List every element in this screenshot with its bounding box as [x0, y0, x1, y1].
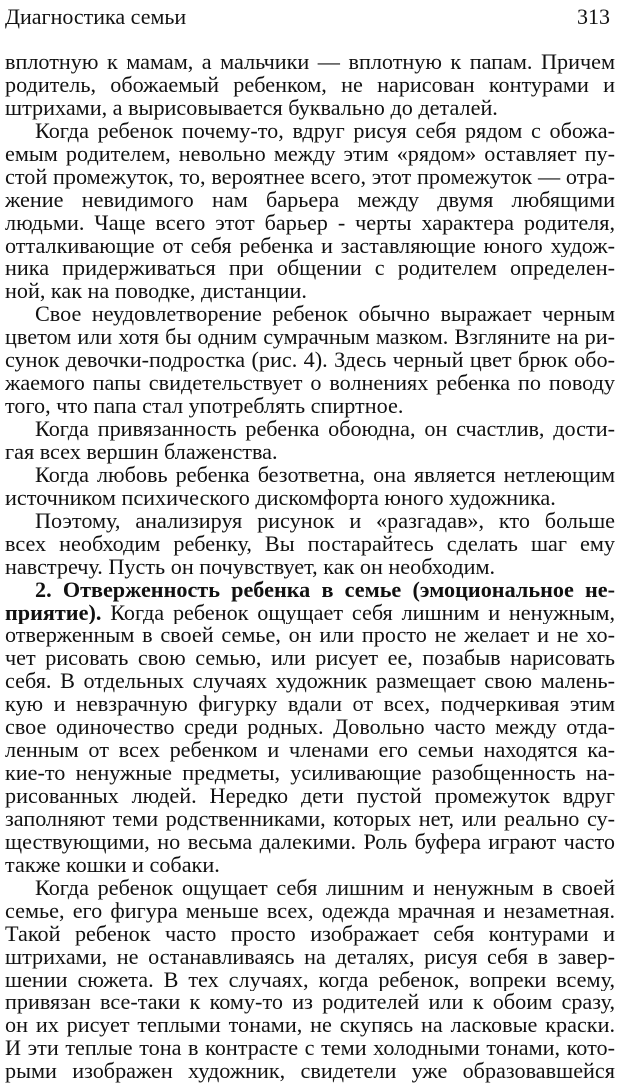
text-line	[5, 487, 615, 510]
line-text: свое одиночество среди родных. Довольно часто между отда-	[5, 716, 615, 740]
text-line	[5, 510, 615, 533]
line-text: семье, его фигура меньше всех, одежда мрачная и незаметная.	[5, 899, 615, 923]
text-line	[5, 923, 615, 946]
line-text: штрихами, а вырисовывается буквально до деталей.	[5, 96, 498, 120]
line-text: Когда ребенок ощущает себя лишним и ненужным,	[101, 601, 615, 625]
text-line	[5, 556, 615, 579]
section-heading-text: 2. Отверженность ребенка в семье (эмоциональное не-	[35, 578, 615, 602]
text-line	[5, 235, 615, 258]
line-text: Поэтому, анализируя рисунок и «разгадав», кто больше	[35, 509, 615, 533]
line-text: ленным от всех ребенком и членами его семьи находятся ка-	[5, 739, 615, 763]
text-line	[5, 74, 615, 97]
text-line	[5, 441, 615, 464]
running-header	[5, 4, 610, 30]
line-text: навстречу. Пусть он почувствует, как он необходим.	[5, 555, 496, 579]
text-line	[5, 372, 615, 395]
text-line	[5, 693, 615, 716]
text-line	[5, 762, 615, 785]
text-line	[5, 785, 615, 808]
page-number: 313	[577, 4, 610, 29]
text-line	[5, 189, 615, 212]
line-text: рыми изображен художник, свидетели уже образовавшейся	[5, 1060, 615, 1083]
text-line	[5, 326, 615, 349]
line-text: шении сюжета. В тех случаях, когда ребенок, вопреки всему,	[5, 968, 615, 992]
line-text: рисованных людей. Нередко дети пустой промежуток вдруг	[5, 785, 615, 808]
line-text: всех необходим ребенку, Вы постарайтесь сделать шаг ему	[5, 532, 615, 556]
text-line	[5, 1014, 615, 1037]
line-text: ника придерживаться при общении с родителем определен-	[5, 257, 615, 281]
text-line	[5, 143, 615, 166]
text-line	[5, 991, 615, 1014]
text-line	[5, 877, 615, 900]
text-line	[5, 97, 615, 120]
line-text: кую и невзрачную фигурку вдали от всех, подчеркивая этим	[5, 693, 615, 717]
text-line	[5, 166, 615, 189]
line-text: себя. В отдельных случаях художник размещает свою малень-	[5, 670, 615, 694]
text-line	[5, 418, 615, 441]
text-line	[5, 303, 615, 326]
line-text: кие-то ненужные предметы, усиливающие разобщенность на-	[5, 762, 615, 785]
text-line	[5, 1060, 615, 1083]
line-text: цветом или хотя бы одним сумрачным мазком. Взгляните на ри-	[5, 326, 615, 350]
text-line	[5, 854, 615, 877]
line-text: отталкивающие от себя ребенка и заставляющие юного худож-	[5, 234, 615, 258]
line-text: людьми. Чаще всего этот барьер - черты характера родителя,	[5, 211, 615, 235]
line-text: того, что папа стал употреблять спиртное.	[5, 395, 404, 418]
text-line	[5, 51, 615, 74]
section-heading-text: приятие).	[5, 601, 102, 625]
page-body	[5, 51, 615, 1083]
line-text: Когда ребенок ощущает себя лишним и ненужным в своей	[35, 876, 615, 900]
text-line	[5, 739, 615, 762]
running-title: Диагностика семьи	[5, 4, 187, 29]
text-line	[5, 1037, 615, 1060]
text-line	[5, 395, 615, 418]
line-text: емым родителем, невольно между этим «рядом» оставляет пу-	[5, 142, 615, 166]
text-line	[5, 349, 615, 372]
line-text: штрихами, не останавливаясь на деталях, рисуя себя в завер-	[5, 945, 615, 969]
line-text: Когда ребенок почему-то, вдруг рисуя себя рядом с обожа-	[35, 119, 615, 143]
line-text: также кошки и собаки.	[5, 853, 220, 877]
text-line	[5, 969, 615, 992]
text-line	[5, 579, 615, 602]
line-text: он их рисует теплыми тонами, не скупясь на ласковые краски.	[5, 1014, 615, 1038]
line-text: родитель, обожаемый ребенком, не нарисован контурами и	[5, 73, 615, 97]
line-text: источником психического дискомфорта юного художника.	[5, 486, 556, 510]
line-text: заполняют теми родственниками, которых нет, или реально су-	[5, 807, 615, 831]
text-line	[5, 120, 615, 143]
line-text: Свое неудовлетворение ребенок обычно выражает черным	[35, 303, 615, 327]
text-line	[5, 831, 615, 854]
line-text: гая всех вершин блаженства.	[5, 440, 278, 464]
text-line	[5, 900, 615, 923]
text-line	[5, 808, 615, 831]
line-text: вплотную к мамам, а мальчики — вплотную к папам. Причем	[5, 51, 615, 74]
text-line	[5, 602, 615, 625]
text-line	[5, 257, 615, 280]
line-text: чет рисовать свою семью, или рисует ее, позабыв нарисовать	[5, 647, 615, 671]
text-line	[5, 624, 615, 647]
text-line	[5, 212, 615, 235]
text-line	[5, 464, 615, 487]
line-text: жение невидимого нам барьера между двумя любящими	[5, 188, 615, 212]
line-text: Когда привязанность ребенка обоюдна, он счастлив, дости-	[35, 418, 615, 441]
line-text: привязан все-таки к кому-то из родителей или к обоим сразу,	[5, 991, 615, 1015]
text-line	[5, 280, 615, 303]
line-text: Такой ребенок часто просто изображает себя контурами и	[5, 922, 615, 946]
text-line	[5, 946, 615, 969]
text-line	[5, 716, 615, 739]
text-line	[5, 647, 615, 670]
line-text: ной, как на поводке, дистанции.	[5, 280, 307, 304]
line-text: Когда любовь ребенка безответна, она является нетлеющим	[35, 463, 615, 487]
line-text: жаемого папы свидетельствует о волнениях ребенка по поводу	[5, 372, 615, 396]
line-text: отверженным в своей семье, он или просто не желает и не хо-	[5, 624, 615, 648]
line-text: ществующими, но весьма далекими. Роль буфера играют часто	[5, 830, 615, 854]
text-line	[5, 533, 615, 556]
line-text: сунок девочки-подростка (рис. 4). Здесь черный цвет брюк обо-	[5, 349, 615, 373]
text-line	[5, 670, 615, 693]
line-text: стой промежуток, то, вероятнее всего, этот промежуток — отра-	[5, 165, 615, 189]
line-text: И эти теплые тона в контрасте с теми холодными тонами, кото-	[5, 1037, 615, 1061]
